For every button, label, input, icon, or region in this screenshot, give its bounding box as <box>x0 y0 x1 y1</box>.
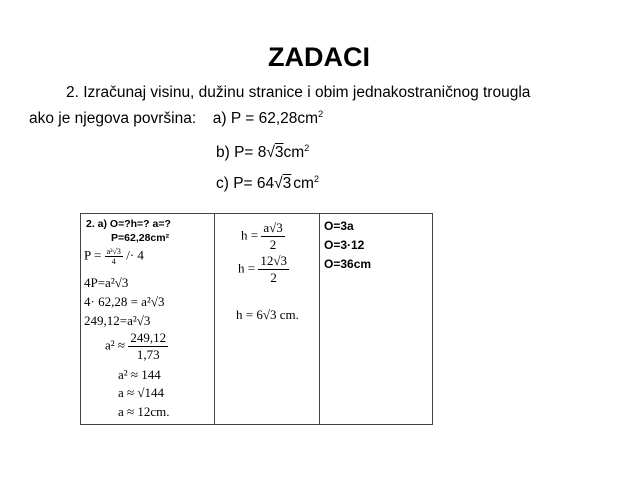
sol-c2-r2-den: 2 <box>270 270 277 285</box>
sol-c3-r2: O=3·12 <box>324 238 365 252</box>
sol-c2-r2-num: 12√3 <box>260 253 287 268</box>
task-c-sup: 2 <box>313 174 319 184</box>
task-line-2 <box>29 109 323 128</box>
page-title: ZADACI <box>268 42 370 72</box>
task-b: b) $P= 8√3cm^2$ <box>216 143 310 162</box>
sol-c1-r9: a ≈ √144 <box>118 385 165 400</box>
sol-c2-r1 <box>241 220 285 253</box>
sol-c1-r4: 4P=a²√3 <box>84 275 129 290</box>
sol-c2-r2-frac <box>258 253 289 286</box>
sol-c1-r8: a² ≈ 144 <box>118 367 161 382</box>
task-c-prefix: c) P= 64 <box>216 175 275 193</box>
task-b-root: 3 <box>274 144 284 162</box>
sol-c1-r7-den: 1,73 <box>136 347 160 362</box>
task-b-prefix: b) P= 8 <box>216 144 267 162</box>
sol-c2-r3: h = 6√3 cm. <box>236 307 299 322</box>
task-b-unit: cm <box>283 144 305 162</box>
table-divider-2 <box>319 213 320 425</box>
sol-c1-r6: 249,12=a²√3 <box>84 313 151 328</box>
table-divider-1 <box>214 213 215 425</box>
sol-c1-r3-rhs: /· 4 <box>126 247 144 263</box>
sol-c1-r3-den: 4 <box>111 257 116 266</box>
sol-c2-r1-lhs: h = <box>241 227 259 243</box>
sol-c1-r2: P=62,28cm² <box>111 232 170 244</box>
sol-c1-r1: 2. a) O=?h=? a=? <box>86 218 171 230</box>
sol-c1-r7-frac <box>128 330 168 363</box>
task-b-sup: 2 <box>304 143 310 153</box>
sol-c1-r10: a ≈ 12cm. <box>118 404 170 419</box>
sol-c1-r7 <box>105 330 168 363</box>
sol-c2-r1-den: 2 <box>269 237 277 252</box>
sol-c2-r1-frac <box>261 220 284 253</box>
sol-c1-r3-num: a²√3 <box>106 247 121 256</box>
task-line-1: 2. Izračunaj visinu, dužinu stranice i obim jednakostraničnog trougla <box>66 84 531 101</box>
task-c-unit: cm <box>293 175 314 193</box>
task-line-2-prefix: ako je njegova površina: <box>29 110 197 128</box>
sol-c1-r3 <box>84 247 144 266</box>
task-a: a) P = 62,28cm <box>212 110 319 128</box>
task-c: c) P= 64√3 $cm^2$ <box>216 174 319 193</box>
sol-c2-r2 <box>238 253 289 286</box>
sol-c1-r7-num: 249,12 <box>130 330 167 345</box>
sol-c1-r7-lhs: a² ≈ <box>105 337 126 353</box>
sol-c2-r2-lhs: h = <box>238 260 256 276</box>
sol-c1-r3-frac <box>105 247 123 266</box>
task-c-root: 3 <box>282 175 292 193</box>
sol-c2-r1-num: a√3 <box>263 220 283 235</box>
sol-c3-r3: O=36cm <box>324 257 372 271</box>
task-a-sup: 2 <box>318 109 324 119</box>
sol-c1-r3-lhs: P = <box>84 247 102 263</box>
sol-c1-r5: 4· 62,28 = a²√3 <box>84 294 165 309</box>
sol-c3-r1: O=3a <box>324 219 354 233</box>
